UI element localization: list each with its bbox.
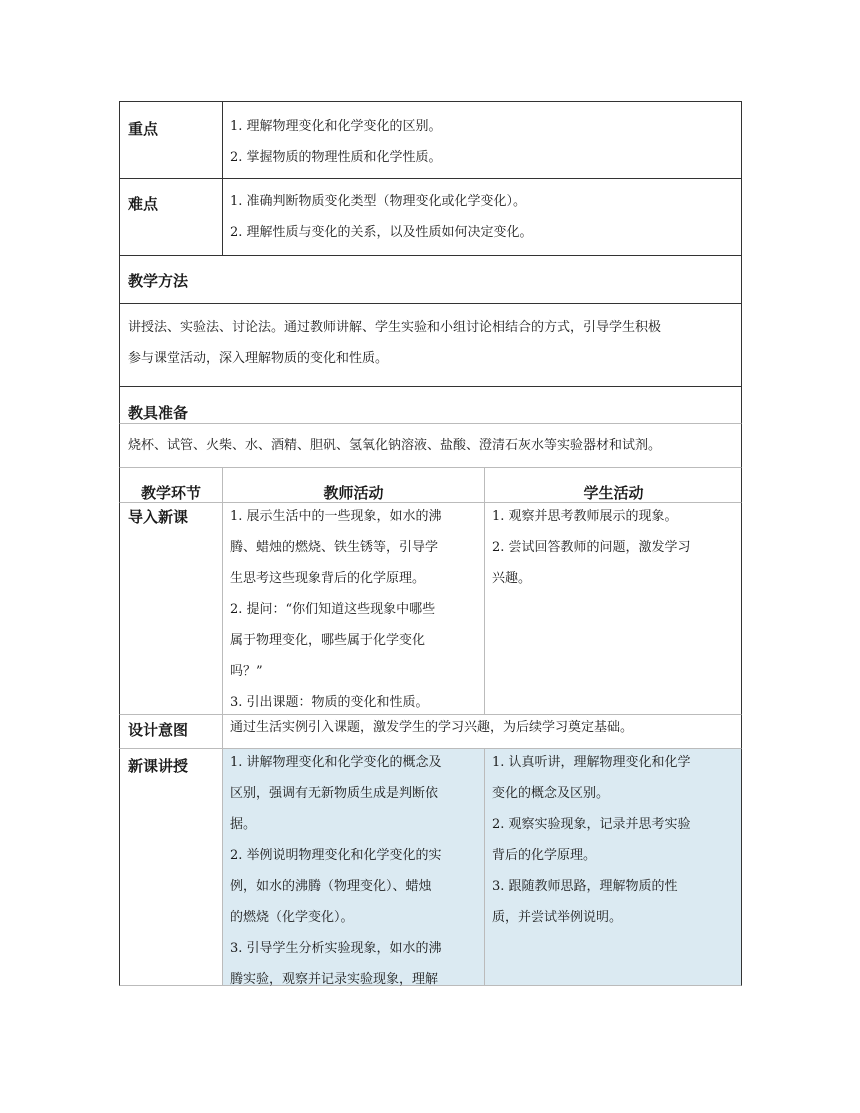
- activity-line: 1. 展示生活中的一些现象，如水的沸: [230, 509, 442, 524]
- activity-line: 背后的化学原理。: [492, 848, 597, 863]
- activity-line: 3. 引出课题：物质的变化和性质。: [230, 695, 429, 710]
- difficult-points-list: [230, 186, 533, 248]
- activity-line: 腾实验，观察并记录实验现象，理解: [230, 972, 439, 987]
- key-points-list: [230, 111, 442, 173]
- activity-line: 1. 认真听讲，理解物理变化和化学: [492, 755, 691, 770]
- teaching-method-line: 参与课堂活动，深入理解物质的变化和性质。: [128, 351, 389, 366]
- key-point-item: 2. 掌握物质的物理性质和化学性质。: [230, 150, 442, 165]
- col-header-stage: 教学环节: [140, 484, 201, 502]
- process-header-row: [119, 468, 742, 503]
- intro-stage-label: 导入新课: [128, 508, 189, 526]
- activity-line: 属于物理变化，哪些属于化学变化: [230, 633, 426, 648]
- key-points-row: [119, 101, 742, 179]
- key-points-label: 重点: [128, 120, 159, 138]
- activity-line: 例，如水的沸腾（物理变化）、蜡烛: [230, 879, 432, 894]
- new-lesson-teacher-activity: [230, 747, 442, 995]
- activity-line: 2. 提问：“你们知道这些现象中哪些: [230, 602, 436, 617]
- teaching-method-body-row: [119, 304, 742, 387]
- col-header-student: 学生活动: [583, 484, 644, 502]
- teaching-aids-body-row: [119, 424, 742, 468]
- intro-teacher-activity: [230, 501, 442, 718]
- difficult-point-item: 1. 准确判断物质变化类型（物理变化或化学变化）。: [230, 194, 527, 209]
- divider: [222, 102, 223, 178]
- activity-line: 吗？”: [230, 664, 263, 679]
- activity-line: 生思考这些现象背后的化学原理。: [230, 571, 426, 586]
- activity-line: 1. 讲解物理变化和化学变化的概念及: [230, 755, 442, 770]
- lesson-plan-table: [119, 101, 742, 986]
- teaching-method-text: [128, 312, 733, 374]
- activity-line: 腾、蜡烛的燃烧、铁生锈等，引导学: [230, 540, 439, 555]
- teaching-aids-text: 烧杯、试管、火柴、水、酒精、胆矾、氢氧化钠溶液、盐酸、澄清石灰水等实验器材和试剂。: [128, 438, 662, 453]
- activity-line: 1. 观察并思考教师展示的现象。: [492, 509, 678, 524]
- teaching-method-heading: 教学方法: [128, 272, 189, 290]
- intro-row: [119, 503, 742, 715]
- activity-line: 3. 跟随教师思路，理解物质的性: [492, 879, 678, 894]
- new-lesson-stage-label: 新课讲授: [128, 757, 189, 775]
- activity-line: 兴趣。: [492, 571, 532, 586]
- difficult-point-item: 2. 理解性质与变化的关系，以及性质如何决定变化。: [230, 225, 533, 240]
- activity-line: 质，并尝试举例说明。: [492, 910, 623, 925]
- design-intent-label: 设计意图: [128, 721, 189, 739]
- teaching-aids-heading: 教具准备: [128, 404, 189, 422]
- activity-line: 的燃烧（化学变化）。: [230, 910, 354, 925]
- new-lesson-row: [119, 749, 742, 986]
- new-lesson-student-activity: [492, 747, 691, 933]
- activity-line: 变化的概念及区别。: [492, 786, 610, 801]
- teaching-method-heading-row: [119, 256, 742, 304]
- divider: [222, 715, 223, 748]
- difficult-points-row: [119, 179, 742, 256]
- divider: [222, 503, 223, 714]
- teaching-aids-heading-row: [119, 387, 742, 424]
- activity-line: 3. 引导学生分析实验现象，如水的沸: [230, 941, 442, 956]
- activity-line: 区别，强调有无新物质生成是判断依: [230, 786, 439, 801]
- key-point-item: 1. 理解物理变化和化学变化的区别。: [230, 119, 442, 134]
- divider: [484, 503, 485, 714]
- design-intent-row: [119, 715, 742, 749]
- activity-line: 2. 观察实验现象，记录并思考实验: [492, 817, 691, 832]
- divider: [222, 179, 223, 255]
- activity-line: 据。: [230, 817, 257, 832]
- difficult-points-label: 难点: [128, 195, 159, 213]
- activity-line: 2. 举例说明物理变化和化学变化的实: [230, 848, 442, 863]
- intro-student-activity: [492, 501, 691, 594]
- activity-line: 2. 尝试回答教师的问题，激发学习: [492, 540, 691, 555]
- design-intent-text: 通过生活实例引入课题，激发学生的学习兴趣，为后续学习奠定基础。: [230, 720, 634, 735]
- col-header-teacher: 教师活动: [323, 484, 384, 502]
- teaching-method-line: 讲授法、实验法、讨论法。通过教师讲解、学生实验和小组讨论相结合的方式，引导学生积极: [128, 320, 662, 335]
